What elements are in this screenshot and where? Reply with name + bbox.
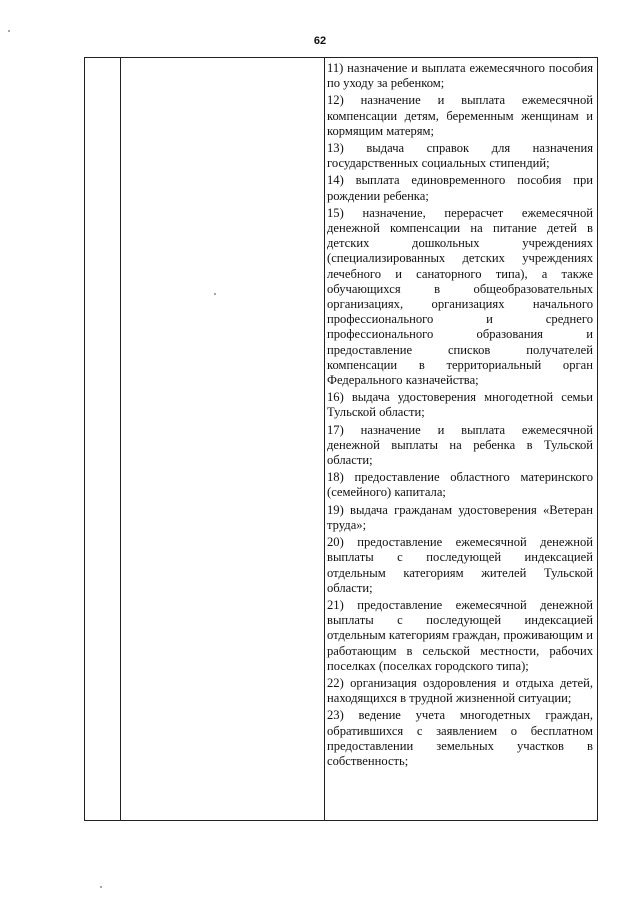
item-number: 14): [327, 173, 344, 188]
item-number: 15): [327, 205, 344, 220]
item-text: назначение и выплата ежемесячной денежной выплаты на ребенка в Тульской области;: [327, 422, 593, 468]
item-text: предоставление областного материнского (семейного) капитала;: [327, 470, 593, 500]
item-text: предоставление ежемесячной денежной выплаты с последующей индексацией отдельным категориям граждан, проживающим и работающим в сельской местности, рабочих поселках (поселках городского типа);: [327, 597, 593, 673]
list-item: [327, 470, 593, 500]
list-item: [327, 206, 593, 388]
list-item: [327, 141, 593, 171]
item-text: назначение и выплата ежемесячной компенсации детям, беременным женщинам и кормящим матерям;: [327, 93, 593, 138]
services-table: [84, 57, 598, 821]
list-item: [327, 93, 593, 139]
scan-speck: [214, 293, 216, 295]
item-number: 22): [327, 675, 344, 690]
item-text: выдача справок для назначения государственных социальных стипендий;: [327, 141, 593, 171]
list-item: [327, 423, 593, 469]
item-text: выдача удостоверения многодетной семьи Тульской области;: [327, 390, 593, 420]
item-text: предоставление ежемесячной денежной выплаты с последующей индексацией отдельным категориям жителей Тульской области;: [327, 535, 593, 595]
list-item: [327, 61, 593, 91]
item-number: 19): [327, 502, 344, 517]
list-item: [327, 598, 593, 674]
scan-speck: [100, 886, 102, 888]
item-number: 18): [327, 470, 344, 485]
list-item: [327, 676, 593, 706]
item-text: выплата единовременного пособия при рождении ребенка;: [327, 173, 593, 203]
list-item: [327, 390, 593, 420]
item-number: 17): [327, 422, 344, 437]
item-text: назначение, перерасчет ежемесячной денежной компенсации на питание детей в детских дошкольных учреждениях (специализированных детских учреждениях лечебного и санаторного типа), а также обучающихся в общеобразовательных организациях, организациях начального профессионального и среднего профессионального образования и предоставление списков получателей компенсации в территориальный орган Федерального казначейства;: [327, 205, 594, 388]
list-item: [327, 535, 593, 596]
item-number: 13): [327, 141, 344, 156]
item-text: назначение и выплата ежемесячного пособия по уходу за ребенком;: [327, 61, 593, 91]
item-text: выдача гражданам удостоверения «Ветеран труда»;: [327, 502, 593, 532]
item-number: 21): [327, 597, 344, 612]
item-text: организация оздоровления и отдыха детей, находящихся в трудной жизненной ситуации;: [327, 675, 593, 706]
list-item: [327, 503, 593, 533]
item-number: 16): [327, 390, 344, 405]
item-text: ведение учета многодетных граждан, обратившихся с заявлением о бесплатном предоставлении земельных участков в собственность;: [327, 708, 593, 768]
item-number: 12): [327, 93, 344, 108]
list-item: [327, 173, 593, 203]
item-number: 23): [327, 708, 344, 723]
services-list: [327, 61, 593, 820]
list-item: [327, 708, 593, 769]
item-number: 11): [327, 61, 344, 75]
table-column-divider: [324, 58, 325, 820]
scan-speck: [8, 30, 10, 32]
item-number: 20): [327, 535, 344, 550]
table-column-divider: [120, 58, 121, 820]
page-number: 62: [313, 35, 327, 47]
